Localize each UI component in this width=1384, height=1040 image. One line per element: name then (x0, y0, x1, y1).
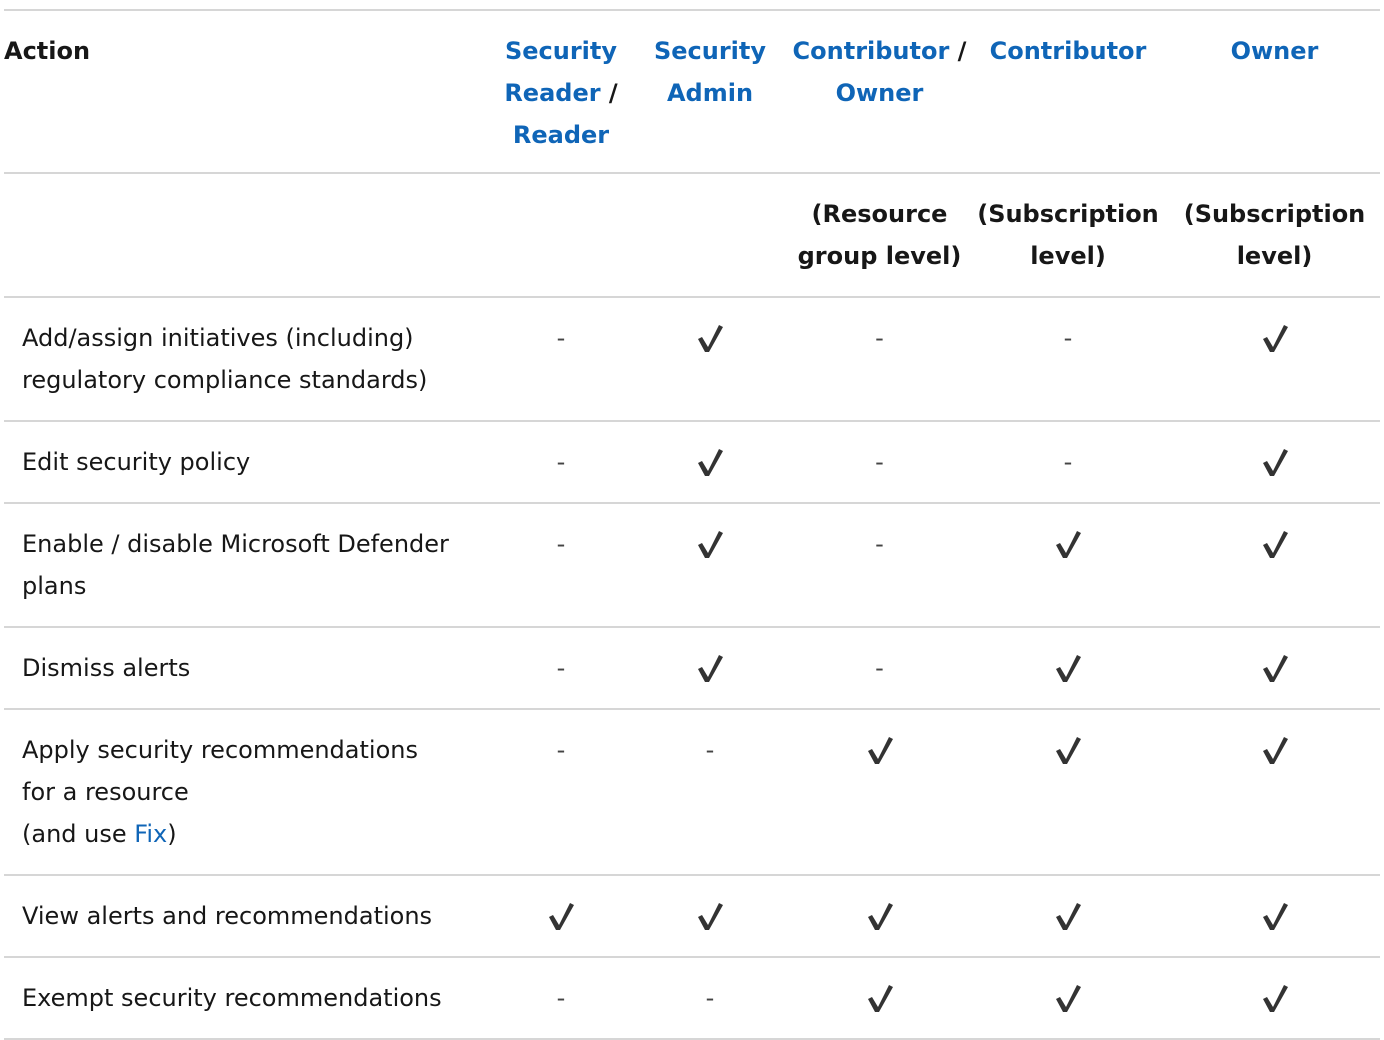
permission-cell (628, 957, 792, 1039)
dash-mark: - (556, 654, 566, 682)
dash-mark: - (1063, 448, 1073, 476)
table-row (4, 709, 1380, 875)
permission-cell (967, 503, 1169, 627)
action-label: Apply security recommendations for a resource (and use (22, 736, 418, 848)
role-column-header (1169, 10, 1380, 173)
permission-cell (967, 875, 1169, 957)
table-row (4, 875, 1380, 957)
action-label: Exempt security recommendations (22, 984, 442, 1012)
dash-mark: - (705, 984, 715, 1012)
fix-link[interactable]: Fix (134, 820, 168, 848)
permission-cell (967, 709, 1169, 875)
permission-cell (494, 875, 628, 957)
dash-mark: - (705, 736, 715, 764)
permission-cell (494, 627, 628, 709)
permission-cell (628, 297, 792, 421)
checkmark-icon (1261, 983, 1289, 1013)
role-column-header (792, 10, 967, 173)
table-row (4, 503, 1380, 627)
permission-cell (967, 957, 1169, 1039)
dash-mark: - (556, 448, 566, 476)
checkmark-icon (1054, 983, 1082, 1013)
table-row (4, 957, 1380, 1039)
checkmark-icon (866, 901, 894, 931)
checkmark-icon (1054, 529, 1082, 559)
permission-cell (792, 957, 967, 1039)
checkmark-icon (1261, 653, 1289, 683)
permission-cell (628, 875, 792, 957)
permission-cell (792, 875, 967, 957)
scope-label: (Subscription level) (977, 200, 1159, 270)
permission-cell (792, 503, 967, 627)
action-suffix: ) (167, 820, 177, 848)
checkmark-icon (1261, 735, 1289, 765)
permission-cell (792, 709, 967, 875)
action-column-header: Action (4, 10, 494, 173)
checkmark-icon (1261, 901, 1289, 931)
role-column-header (967, 10, 1169, 173)
table-row (4, 297, 1380, 421)
scope-label: (Subscription level) (1183, 200, 1366, 270)
action-label: Enable / disable Microsoft Defender plans (22, 530, 449, 600)
permission-cell (628, 627, 792, 709)
checkmark-icon (1054, 653, 1082, 683)
dash-mark: - (556, 736, 566, 764)
checkmark-icon (1261, 447, 1289, 477)
permission-cell (494, 421, 628, 503)
scope-label: (Resource group level) (797, 200, 962, 270)
action-label: Dismiss alerts (22, 654, 191, 682)
role-link[interactable]: Owner (1230, 37, 1319, 65)
checkmark-icon (696, 323, 724, 353)
permission-cell (1169, 297, 1380, 421)
permission-cell (494, 709, 628, 875)
dash-mark: - (556, 530, 566, 558)
header-row (4, 10, 1380, 173)
permission-cell (1169, 421, 1380, 503)
scope-row (4, 173, 1380, 297)
role-separator: / (949, 37, 967, 65)
permission-cell (792, 627, 967, 709)
permission-cell (628, 503, 792, 627)
checkmark-icon (696, 447, 724, 477)
action-label: Edit security policy (22, 448, 251, 476)
role-separator: / (600, 79, 618, 107)
permission-cell (494, 297, 628, 421)
checkmark-icon (866, 983, 894, 1013)
checkmark-icon (696, 653, 724, 683)
permissions-table (4, 9, 1380, 1040)
permission-cell (967, 421, 1169, 503)
role-link[interactable]: Contributor (792, 37, 950, 65)
table-row (4, 627, 1380, 709)
checkmark-icon (1261, 529, 1289, 559)
table-row (4, 421, 1380, 503)
role-link[interactable]: Security Admin (653, 37, 767, 107)
checkmark-icon (696, 901, 724, 931)
permission-cell (1169, 957, 1380, 1039)
dash-mark: - (1063, 324, 1073, 352)
permission-cell (494, 957, 628, 1039)
role-column-header (494, 10, 628, 173)
permission-cell (1169, 875, 1380, 957)
dash-mark: - (875, 324, 884, 352)
permission-cell (628, 421, 792, 503)
checkmark-icon (696, 529, 724, 559)
role-link[interactable]: Owner (835, 79, 924, 107)
checkmark-icon (1261, 323, 1289, 353)
permission-cell (494, 503, 628, 627)
role-link[interactable]: Contributor (989, 37, 1147, 65)
role-column-header (628, 10, 792, 173)
dash-mark: - (875, 654, 884, 682)
dash-mark: - (556, 324, 566, 352)
action-label: Add/assign initiatives (including) regulatory compliance standards) (22, 324, 428, 394)
permission-cell (792, 297, 967, 421)
dash-mark: - (556, 984, 566, 1012)
dash-mark: - (875, 448, 884, 476)
checkmark-icon (1054, 735, 1082, 765)
checkmark-icon (1054, 901, 1082, 931)
permission-cell (628, 709, 792, 875)
checkmark-icon (866, 735, 894, 765)
permission-cell (967, 627, 1169, 709)
permission-cell (792, 421, 967, 503)
role-link[interactable]: Reader (512, 121, 610, 149)
permission-cell (1169, 503, 1380, 627)
permission-cell (1169, 627, 1380, 709)
permission-cell (967, 297, 1169, 421)
role-link[interactable]: Security Reader (504, 37, 618, 107)
dash-mark: - (875, 530, 884, 558)
checkmark-icon (547, 901, 575, 931)
permission-cell (1169, 709, 1380, 875)
action-label: View alerts and recommendations (22, 902, 433, 930)
